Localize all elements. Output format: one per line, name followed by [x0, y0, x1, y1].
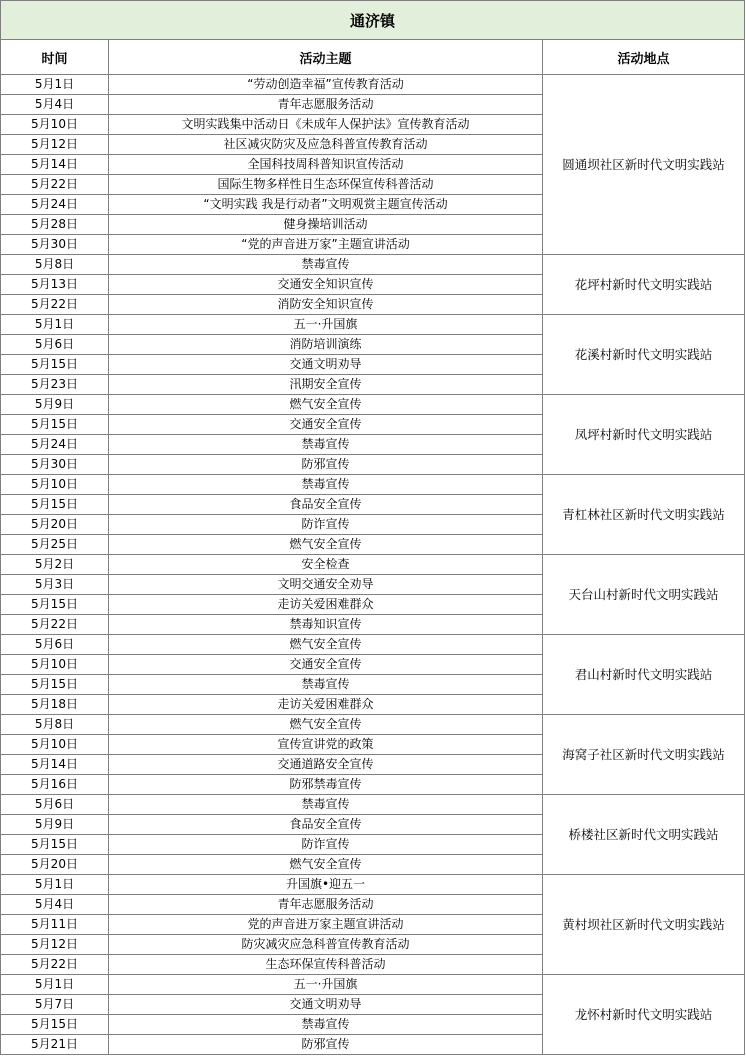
topic-cell: 禁毒宣传 [109, 255, 543, 275]
location-cell: 圆通坝社区新时代文明实践站 [543, 75, 745, 255]
topic-cell: 防邪禁毒宣传 [109, 775, 543, 795]
date-cell: 5月18日 [1, 695, 109, 715]
date-cell: 5月1日 [1, 315, 109, 335]
date-cell: 5月6日 [1, 335, 109, 355]
date-cell: 5月1日 [1, 875, 109, 895]
topic-cell: 交通道路安全宣传 [109, 755, 543, 775]
topic-cell: 文明交通安全劝导 [109, 575, 543, 595]
location-cell: 桥楼社区新时代文明实践站 [543, 795, 745, 875]
date-cell: 5月11日 [1, 915, 109, 935]
date-cell: 5月22日 [1, 295, 109, 315]
location-cell: 花坪村新时代文明实践站 [543, 255, 745, 315]
date-cell: 5月21日 [1, 1035, 109, 1055]
topic-cell: 禁毒宣传 [109, 1015, 543, 1035]
topic-cell: 食品安全宣传 [109, 815, 543, 835]
date-cell: 5月23日 [1, 375, 109, 395]
topic-cell: 禁毒宣传 [109, 795, 543, 815]
header-location: 活动地点 [543, 40, 745, 75]
location-cell: 海窝子社区新时代文明实践站 [543, 715, 745, 795]
location-cell: 龙怀村新时代文明实践站 [543, 975, 745, 1055]
table-row [1, 875, 745, 895]
date-cell: 5月20日 [1, 855, 109, 875]
topic-cell: 交通安全宣传 [109, 655, 543, 675]
topic-cell: 燃气安全宣传 [109, 635, 543, 655]
topic-cell: 禁毒宣传 [109, 475, 543, 495]
topic-cell: 安全检查 [109, 555, 543, 575]
location-cell: 青杠林社区新时代文明实践站 [543, 475, 745, 555]
date-cell: 5月9日 [1, 815, 109, 835]
topic-cell: 升国旗•迎五一 [109, 875, 543, 895]
topic-cell: 青年志愿服务活动 [109, 895, 543, 915]
topic-cell: 防灾减灾应急科普宣传教育活动 [109, 935, 543, 955]
topic-cell: 五一·升国旗 [109, 315, 543, 335]
date-cell: 5月4日 [1, 95, 109, 115]
topic-cell: 燃气安全宣传 [109, 535, 543, 555]
topic-cell: 燃气安全宣传 [109, 395, 543, 415]
date-cell: 5月8日 [1, 715, 109, 735]
topic-cell: 防诈宣传 [109, 835, 543, 855]
date-cell: 5月12日 [1, 935, 109, 955]
topic-cell: 走访关爱困难群众 [109, 595, 543, 615]
topic-cell: 消防培训演练 [109, 335, 543, 355]
topic-cell: 交通安全知识宣传 [109, 275, 543, 295]
topic-cell: 防诈宣传 [109, 515, 543, 535]
table-row [1, 635, 745, 655]
table-row [1, 315, 745, 335]
topic-cell: 防邪宣传 [109, 1035, 543, 1055]
table-row [1, 75, 745, 95]
date-cell: 5月16日 [1, 775, 109, 795]
topic-cell: “文明实践 我是行动者”文明观赏主题宣传活动 [109, 195, 543, 215]
date-cell: 5月20日 [1, 515, 109, 535]
header-row [1, 40, 745, 75]
topic-cell: 五一·升国旗 [109, 975, 543, 995]
header-topic: 活动主题 [109, 40, 543, 75]
date-cell: 5月9日 [1, 395, 109, 415]
header-date: 时间 [1, 40, 109, 75]
topic-cell: 交通文明劝导 [109, 995, 543, 1015]
topic-cell: 青年志愿服务活动 [109, 95, 543, 115]
date-cell: 5月24日 [1, 435, 109, 455]
location-cell: 花溪村新时代文明实践站 [543, 315, 745, 395]
date-cell: 5月22日 [1, 955, 109, 975]
location-cell: 黄村坝社区新时代文明实践站 [543, 875, 745, 975]
topic-cell: 防邪宣传 [109, 455, 543, 475]
date-cell: 5月10日 [1, 655, 109, 675]
date-cell: 5月15日 [1, 1015, 109, 1035]
date-cell: 5月30日 [1, 235, 109, 255]
topic-cell: “党的声音进万家”主题宣讲活动 [109, 235, 543, 255]
table-row [1, 475, 745, 495]
topic-cell: 生态环保宣传科普活动 [109, 955, 543, 975]
table-row [1, 975, 745, 995]
date-cell: 5月2日 [1, 555, 109, 575]
date-cell: 5月6日 [1, 635, 109, 655]
location-cell: 凤坪村新时代文明实践站 [543, 395, 745, 475]
date-cell: 5月15日 [1, 495, 109, 515]
date-cell: 5月15日 [1, 835, 109, 855]
date-cell: 5月8日 [1, 255, 109, 275]
date-cell: 5月13日 [1, 275, 109, 295]
topic-cell: 国际生物多样性日生态环保宣传科普活动 [109, 175, 543, 195]
date-cell: 5月10日 [1, 735, 109, 755]
topic-cell: 燃气安全宣传 [109, 715, 543, 735]
sheet-title: 通济镇 [1, 1, 745, 40]
date-cell: 5月6日 [1, 795, 109, 815]
table-row [1, 395, 745, 415]
date-cell: 5月7日 [1, 995, 109, 1015]
topic-cell: 燃气安全宣传 [109, 855, 543, 875]
topic-cell: 交通文明劝导 [109, 355, 543, 375]
date-cell: 5月30日 [1, 455, 109, 475]
date-cell: 5月1日 [1, 975, 109, 995]
date-cell: 5月22日 [1, 615, 109, 635]
topic-cell: 全国科技周科普知识宣传活动 [109, 155, 543, 175]
date-cell: 5月22日 [1, 175, 109, 195]
title-row [1, 1, 745, 40]
topic-cell: “劳动创造幸福”宣传教育活动 [109, 75, 543, 95]
date-cell: 5月4日 [1, 895, 109, 915]
table-row [1, 255, 745, 275]
topic-cell: 消防安全知识宣传 [109, 295, 543, 315]
table-row [1, 555, 745, 575]
topic-cell: 交通安全宣传 [109, 415, 543, 435]
topic-cell: 食品安全宣传 [109, 495, 543, 515]
topic-cell: 汛期安全宣传 [109, 375, 543, 395]
date-cell: 5月10日 [1, 475, 109, 495]
date-cell: 5月25日 [1, 535, 109, 555]
date-cell: 5月15日 [1, 355, 109, 375]
topic-cell: 社区减灾防灾及应急科普宣传教育活动 [109, 135, 543, 155]
date-cell: 5月12日 [1, 135, 109, 155]
date-cell: 5月15日 [1, 675, 109, 695]
date-cell: 5月15日 [1, 415, 109, 435]
table-row [1, 715, 745, 735]
topic-cell: 走访关爱困难群众 [109, 695, 543, 715]
topic-cell: 宣传宣讲党的政策 [109, 735, 543, 755]
date-cell: 5月24日 [1, 195, 109, 215]
topic-cell: 禁毒宣传 [109, 675, 543, 695]
date-cell: 5月14日 [1, 155, 109, 175]
date-cell: 5月3日 [1, 575, 109, 595]
topic-cell: 文明实践集中活动日《未成年人保护法》宣传教育活动 [109, 115, 543, 135]
topic-cell: 禁毒宣传 [109, 435, 543, 455]
topic-cell: 健身操培训活动 [109, 215, 543, 235]
table-row [1, 795, 745, 815]
date-cell: 5月1日 [1, 75, 109, 95]
date-cell: 5月10日 [1, 115, 109, 135]
topic-cell: 禁毒知识宣传 [109, 615, 543, 635]
topic-cell: 党的声音进万家主题宣讲活动 [109, 915, 543, 935]
location-cell: 天台山村新时代文明实践站 [543, 555, 745, 635]
location-cell: 君山村新时代文明实践站 [543, 635, 745, 715]
date-cell: 5月15日 [1, 595, 109, 615]
date-cell: 5月28日 [1, 215, 109, 235]
date-cell: 5月14日 [1, 755, 109, 775]
